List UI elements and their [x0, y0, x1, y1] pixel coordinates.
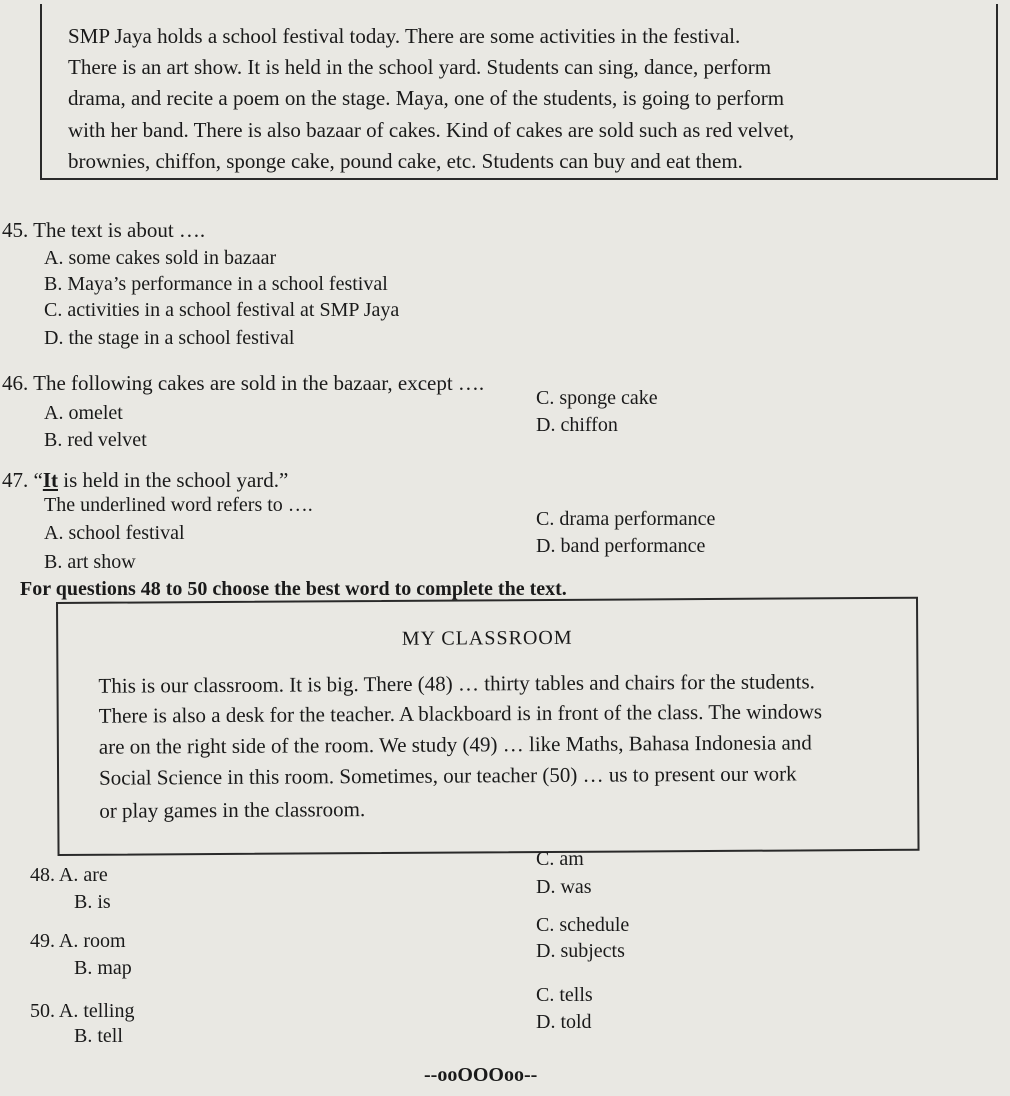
- question-49-option-b: B. map: [74, 957, 132, 979]
- question-48-option-b: B. is: [74, 891, 111, 913]
- question-47-option-c: C. drama performance: [536, 508, 716, 530]
- question-49-option-a: 49. A. room: [30, 930, 126, 952]
- question-47-stem: [2, 468, 288, 493]
- footer-ornament: --ooOOOoo--: [424, 1064, 538, 1086]
- passage-line: drama, and recite a poem on the stage. Maya, one of the students, is going to perform: [68, 86, 785, 110]
- passage-line: with her band. There is also bazaar of cakes. Kind of cakes are sold such as red velvet,: [68, 118, 795, 142]
- question-48-option-d: D. was: [536, 876, 592, 898]
- question-50-option-a: 50. A. telling: [30, 1000, 135, 1022]
- question-46-option-d: D. chiffon: [536, 414, 618, 436]
- question-48-option-a: 48. A. are: [30, 864, 108, 886]
- question-47-underlined-word: It: [42, 468, 58, 492]
- passage-line: There is an art show. It is held in the school yard. Students can sing, dance, perform: [68, 55, 772, 79]
- question-45-option-c: C. activities in a school festival at SMP Jaya: [44, 299, 400, 321]
- question-46-option-a: A. omelet: [44, 402, 123, 424]
- passage-festival-box: [40, 4, 998, 180]
- question-46-stem: 46. The following cakes are sold in the bazaar, except ….: [2, 371, 485, 395]
- passage-title: MY CLASSROOM: [401, 626, 573, 650]
- passage-line: are on the right side of the room. We study (49) … like Maths, Bahasa Indonesia and: [98, 730, 812, 759]
- question-45-option-a: A. some cakes sold in bazaar: [44, 247, 277, 269]
- question-47-stem-prefix: 47. “: [2, 468, 43, 492]
- question-45-stem: 45. The text is about ….: [2, 218, 206, 242]
- passage-line: Social Science in this room. Sometimes, our teacher (50) … us to present our work: [99, 761, 797, 790]
- question-47-stem-suffix: is held in the school yard.”: [58, 468, 289, 492]
- question-50-option-c: C. tells: [536, 984, 593, 1006]
- passage-line: This is our classroom. It is big. There (48) … thirty tables and chairs for the students.: [98, 669, 815, 698]
- question-49-option-c: C. schedule: [536, 914, 630, 936]
- passage-line: brownies, chiffon, sponge cake, pound cake, etc. Students can buy and eat them.: [68, 149, 743, 173]
- passage-line: There is also a desk for the teacher. A blackboard is in front of the class. The windows: [98, 699, 823, 728]
- question-50-option-b: B. tell: [74, 1025, 123, 1047]
- question-47-option-d: D. band performance: [536, 535, 706, 557]
- question-49-option-d: D. subjects: [536, 940, 625, 962]
- question-47-option-a: A. school festival: [44, 522, 185, 544]
- passage-line: SMP Jaya holds a school festival today. There are some activities in the festival.: [68, 24, 741, 48]
- question-47-line2: The underlined word refers to ….: [44, 494, 313, 516]
- question-45-option-d: D. the stage in a school festival: [44, 327, 295, 349]
- question-47-option-b: B. art show: [44, 551, 136, 573]
- passage-line: or play games in the classroom.: [99, 797, 366, 823]
- instruction-text: For questions 48 to 50 choose the best word to complete the text.: [20, 578, 567, 600]
- question-45-option-b: B. Maya’s performance in a school festival: [44, 273, 388, 295]
- passage-classroom-box: [56, 597, 920, 856]
- question-50-option-d: D. told: [536, 1011, 592, 1033]
- question-46-option-c: C. sponge cake: [536, 387, 658, 409]
- question-48-option-c: C. am: [536, 848, 584, 870]
- question-46-option-b: B. red velvet: [44, 429, 147, 451]
